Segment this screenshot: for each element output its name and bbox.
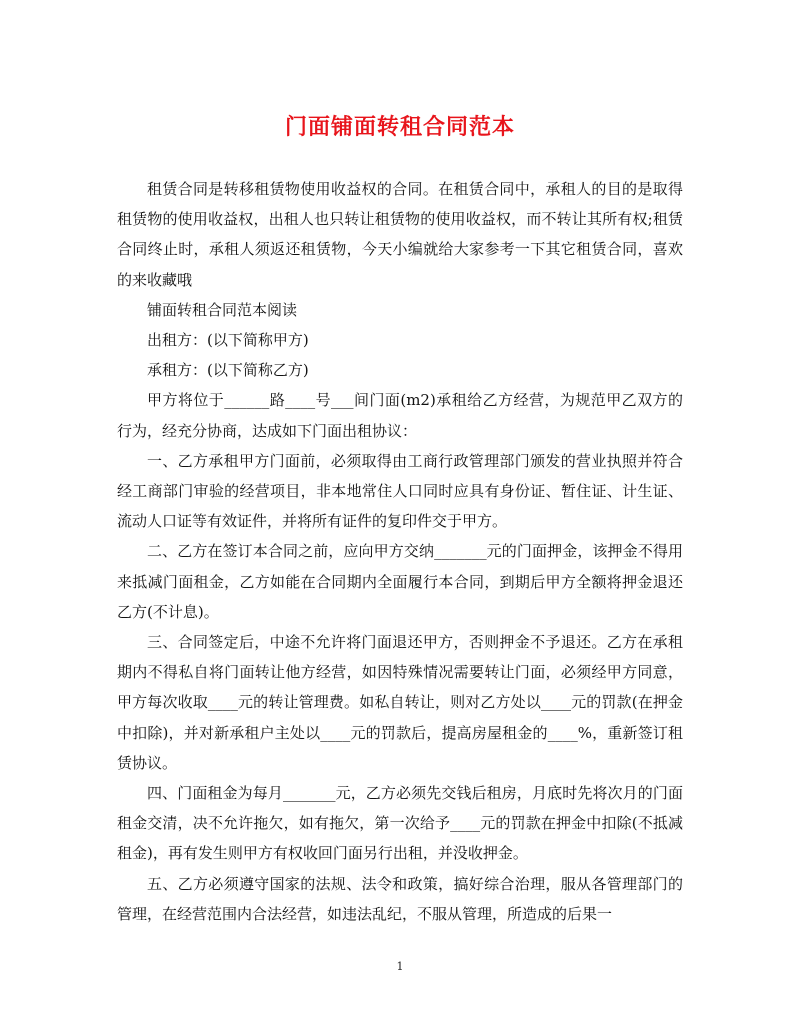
clause-4: 四、门面租金为每月_______元，乙方必须先交钱后租房，月底时先将次月的门面租金交清，决不允许拖欠，如有拖欠，第一次给予____元的罚款在押金中扣除(不抵减租金)，再有发生则甲方有权收回门面另行出租，并没收押金。 (117, 784, 683, 863)
lessor-line: 出租方：(以下简称甲方) (147, 331, 309, 350)
clause-5: 五、乙方必须遵守国家的法规、法令和政策，搞好综合治理，服从各管理部门的管理，在经营范围内合法经营，如违法乱纪，不服从管理，所造成的后果一 (117, 874, 683, 923)
premise-paragraph: 甲方将位于______路____号___间门面(m2)承租给乙方经营，为规范甲乙双方的行为，经充分协商，达成如下门面出租协议： (117, 391, 683, 440)
lessee-line: 承租方：(以下简称乙方) (147, 361, 309, 380)
clause-2: 二、乙方在签订本合同之前，应向甲方交纳_______元的门面押金，该押金不得用来抵减门面租金，乙方如能在合同期内全面履行本合同，到期后甲方全额将押金退还乙方(不计息)。 (117, 542, 683, 621)
section-heading: 铺面转租合同范本阅读 (147, 300, 298, 319)
document-title: 门面铺面转租合同范本 (284, 114, 515, 140)
clause-3: 三、合同签定后，中途不允许将门面退还甲方，否则押金不予退还。乙方在承租期内不得私自将门面转让他方经营，如因特殊情况需要转让门面，必须经甲方同意，甲方每次收取____元的转让管理费。如私自转让，则对乙方处以____元的罚款(在押金中扣除)，并对新承租户主处以____元的罚款后，提高房屋租金的____%，重新签订租赁协议。 (117, 633, 683, 772)
clause-1: 一、乙方承租甲方门面前，必须取得由工商行政管理部门颁发的营业执照并符合经工商部门审验的经营项目，非本地常住人口同时应具有身份证、暂住证、计生证、流动人口证等有效证件，并将所有证件的复印件交于甲方。 (117, 451, 683, 531)
intro-paragraph: 租赁合同是转移租赁物使用收益权的合同。在租赁合同中，承租人的目的是取得租赁物的使用收益权，出租人也只转让租赁物的使用收益权，而不转让其所有权;租赁合同终止时，承租人须返还租赁物，今天小编就给大家参考一下其它租赁合同，喜欢的来收藏哦 (117, 180, 683, 289)
document-body (117, 174, 683, 929)
page-number: 1 (396, 960, 404, 973)
